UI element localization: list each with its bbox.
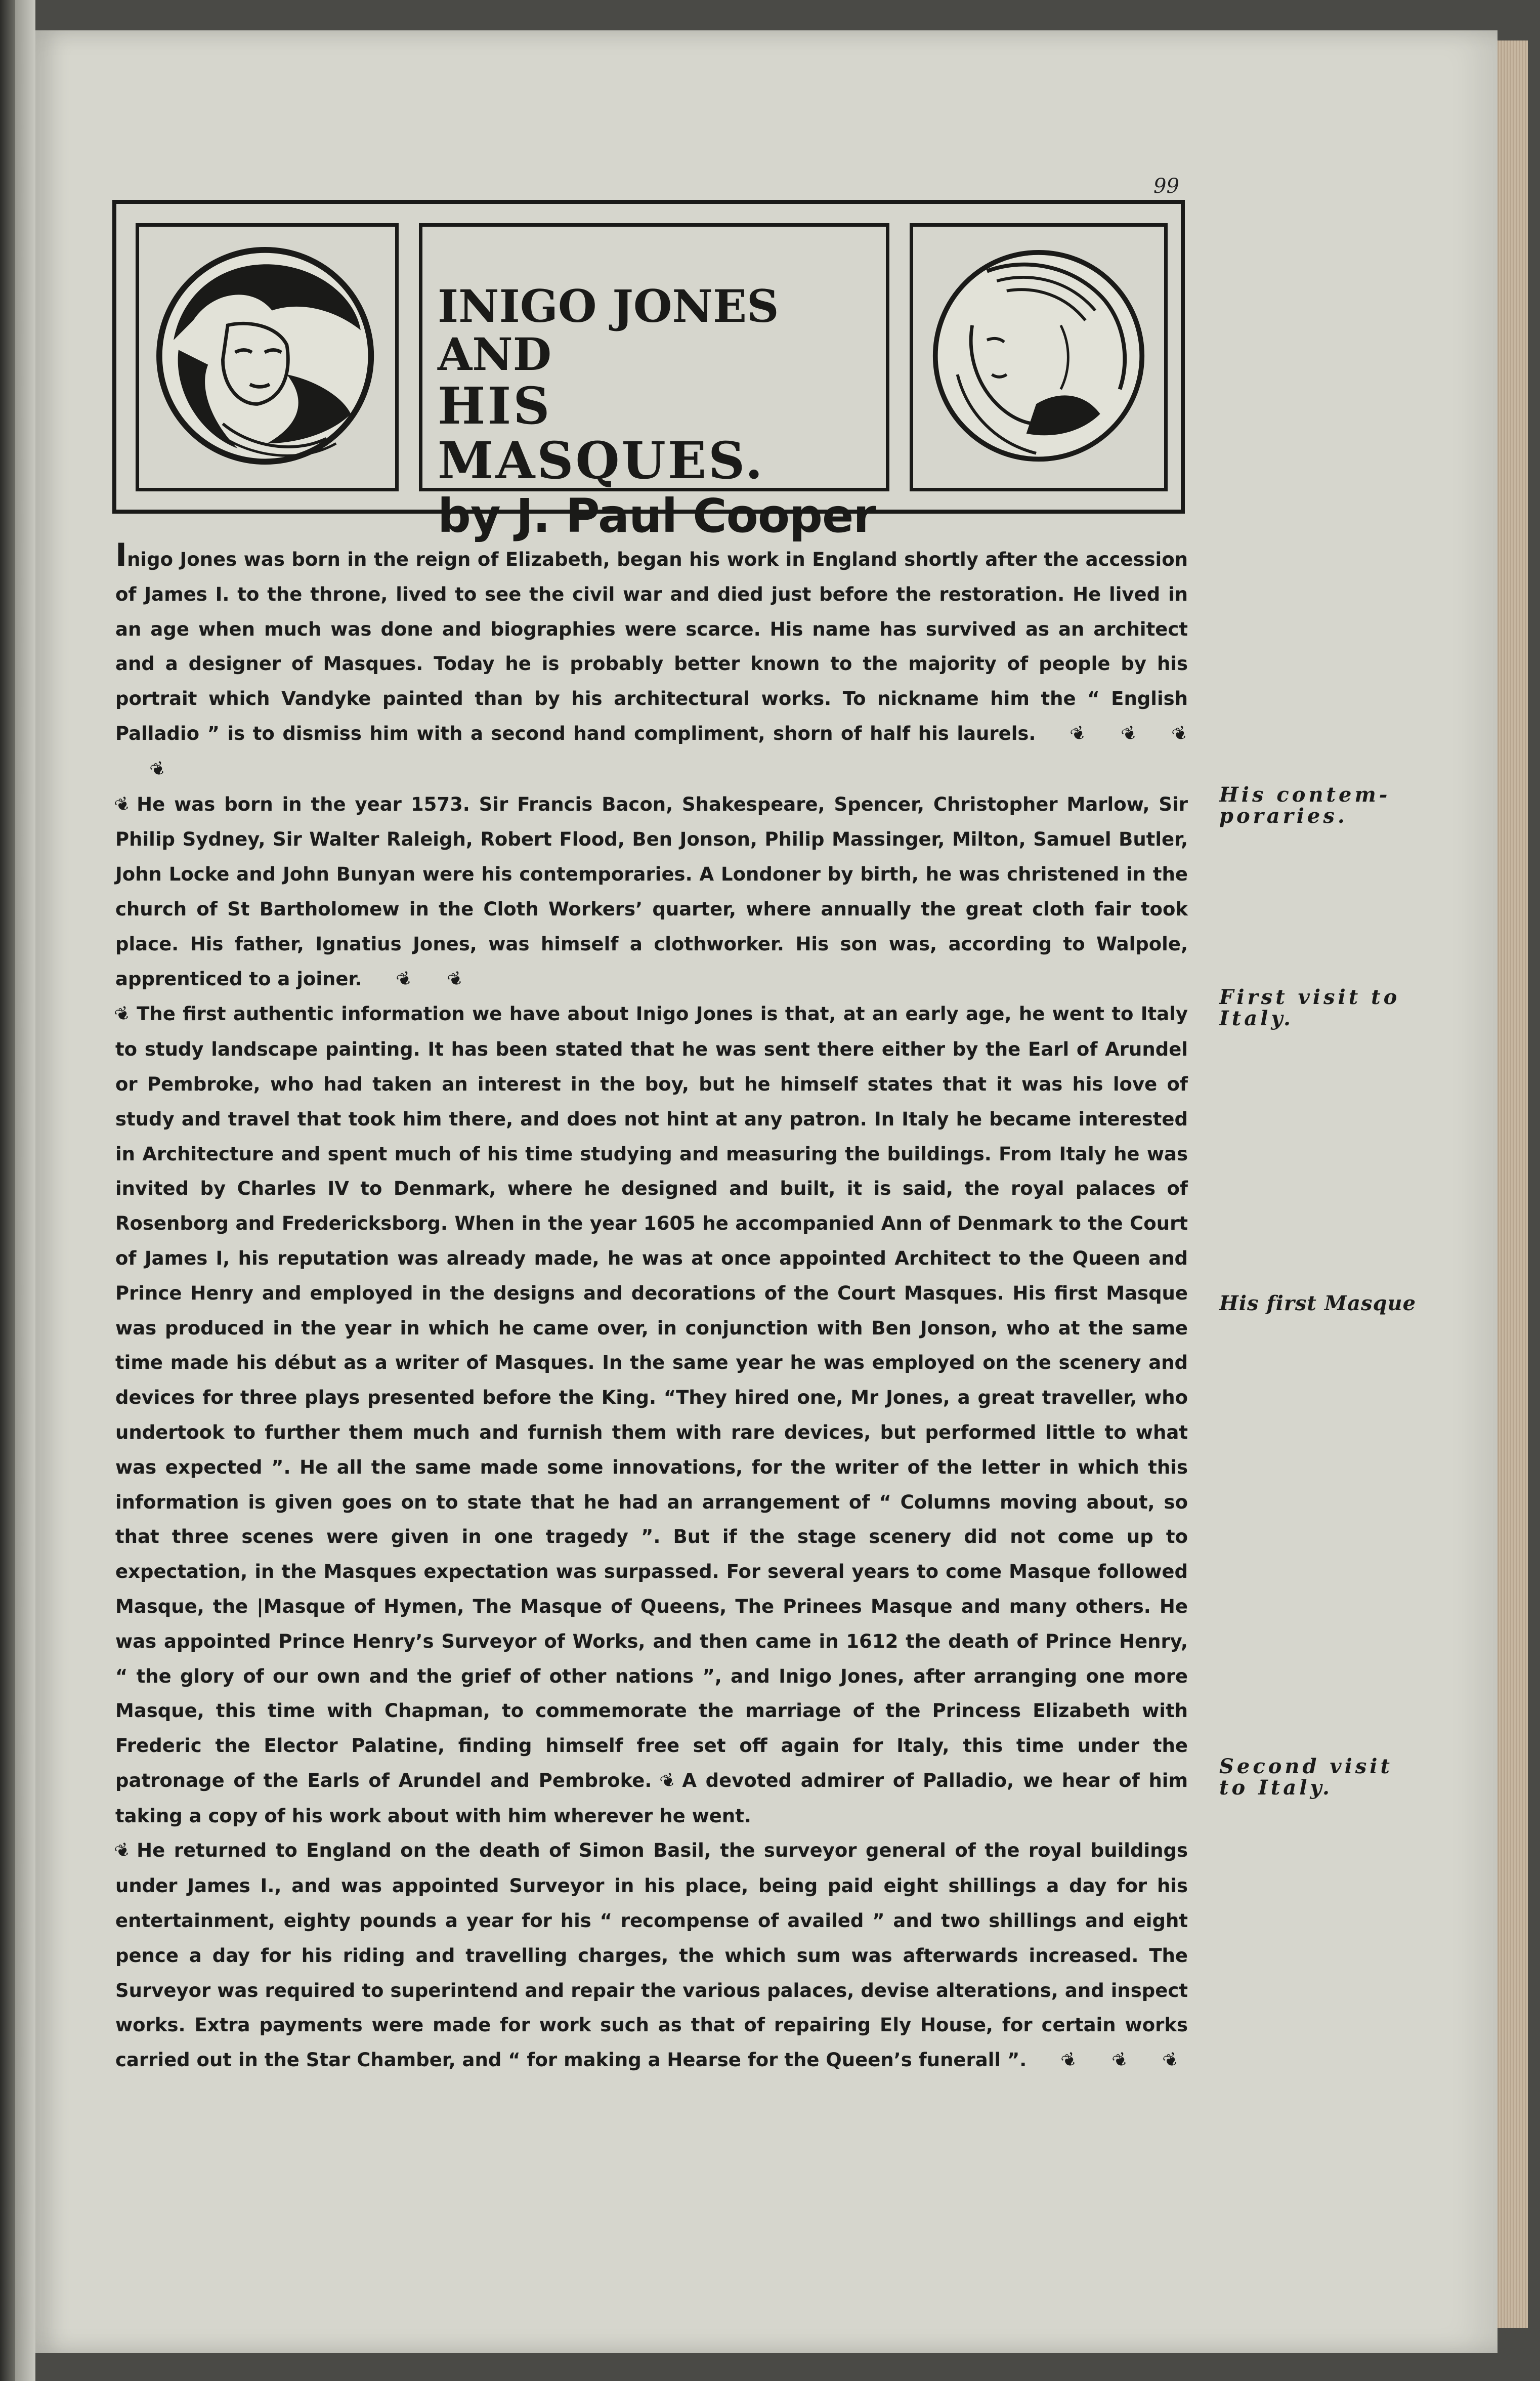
title-line-2: HIS MASQUES. xyxy=(438,376,765,491)
profile-medallion-icon xyxy=(913,227,1164,488)
drop-cap: I xyxy=(115,536,127,573)
byline: by J. Paul Cooper xyxy=(438,489,876,544)
leaf-ornament-icon: ❦ xyxy=(657,1768,680,1794)
margin-note-first-masque: His first Masque xyxy=(1219,1291,1417,1315)
leaf-ornament-icon: ❦ xyxy=(1067,721,1090,747)
leaf-ornament-icon: ❦ xyxy=(111,1001,135,1027)
leaf-ornament-icon: ❦ xyxy=(444,967,467,992)
paragraph-text: He returned to England on the death of Simon Basil, the surveyor general of the royal buildings under James I., and was appointed Surveyor in his place, being paid eight shillings a day for his entertainment, eighty pounds a year for his “ recompense of availed ” and two shillings and eight pence a day for his riding and travelling charges, the which sum was afterwards increased. The Surveyor was required to superintend and repair the various palaces, devise alterations, and inspect works. Extra payments were made for work such as that of repairing Ely House, for certain works carried out in the Star Chamber, and “ for making a Hearse for the Queen’s funerall ”. xyxy=(115,1840,1188,2071)
leaf-ornament-icon: ❦ xyxy=(111,792,135,818)
leaf-ornament-icon: ❦ xyxy=(111,1839,135,1864)
left-medallion-panel xyxy=(136,223,399,491)
margin-note-contemporaries: His contem-poraries. xyxy=(1219,783,1391,828)
page-block-edge xyxy=(1498,40,1528,2328)
margin-note-first-visit: First visit to Italy. xyxy=(1219,985,1400,1030)
title-line-1: INIGO JONES AND xyxy=(438,280,779,381)
leaf-ornament-icon: ❦ xyxy=(393,967,416,992)
paragraph-2 xyxy=(111,787,1188,997)
margin-note-second-visit: Second visit to Italy. xyxy=(1219,1755,1393,1800)
paragraph-4 xyxy=(111,1833,1188,2078)
article-title xyxy=(438,280,883,544)
leaf-ornament-icon: ❦ xyxy=(1118,721,1141,747)
leaf-ornament-icon: ❦ xyxy=(1169,721,1191,747)
page-number: 99 xyxy=(1153,175,1179,198)
title-panel xyxy=(419,223,889,544)
leaf-ornament-icon: ❦ xyxy=(1058,2048,1081,2073)
leaf-ornament-icon: ❦ xyxy=(1160,2048,1182,2073)
paragraph-text: nigo Jones was born in the reign of Elizabeth, began his work in England shortly after the accession of James I. to the throne, lived to see the civil war and died just before the restoration. He lived in an age when much was done and biographies were scarce. His name has survived as an architect and a designer of Masques. Today he is probably better known to the majority of people by his portrait which Vandyke painted than by his architectural works. To nickname him the “ English Palladio ” is to dismiss him with a second hand compliment, shorn of half his laurels. xyxy=(115,549,1188,744)
leaf-ornament-icon: ❦ xyxy=(147,757,170,782)
title-banner xyxy=(112,200,1185,544)
right-medallion-panel xyxy=(910,223,1168,491)
paragraph-3 xyxy=(111,997,1188,1833)
article-body xyxy=(111,536,1191,2078)
paragraph-1 xyxy=(115,536,1191,787)
book-spine xyxy=(0,0,15,2381)
face-medallion-icon xyxy=(139,227,395,488)
paragraph-text: The first authentic information we have about Inigo Jones is that, at an early age, he went to Italy to study landscape painting. It has been stated that he was sent there either by the Earl of Arundel or Pembroke, who had taken an interest in the boy, but he himself states that it was his love of study and travel that took him there, and does not hint at any patron. In Italy he became interested in Architecture and spent much of his time studying and measuring the buildings. From Italy he was invited by Charles IV to Denmark, where he designed and built, it is said, the royal palaces of Rosenborg and Fredericksborg. When in the year 1605 he accompanied Ann of Denmark to the Court of James I, his reputation was already made, he was at once appointed Architect to the Queen and Prince Henry and employed in the designs and decorations of the Court Masques. His first Masque was produced in the year in which he came over, in conjunction with Ben Jonson, who at the same time made his début as a writer of Masques. In the same year he was employed on the scenery and devices for three plays presented before the King. “They hired one, Mr Jones, a great traveller, who undertook to further them much and furnish them with rare devices, but performed little to what was expected ”. He all the same made some innovations, for the writer of the letter in which this information is given goes on to state that he had an arrangement of “ Columns moving about, so that three scenes were given in one tragedy ”. But if the stage scenery did not come up to expectation, in the Masques expectation was surpassed. For several years to come Masque followed Masque, the |Masque of Hymen, The Masque of Queens, The Prinees Masque and many others. He was appointed Prince Henry’s Surveyor of Works, and then came in 1612 the death of Prince Henry, “ the glory of our own and the grief of other nations ”, and Inigo Jones, after arranging one more Masque, this time with Chapman, to commemorate the marriage of the Princess Elizabeth with Frederic the Elector Palatine, finding himself free set off again for Italy, this time under the patronage of the Earls of Arundel and Pembroke. xyxy=(115,1003,1188,1791)
leaf-ornament-icon: ❦ xyxy=(1108,2048,1132,2073)
previous-page-edge xyxy=(15,0,35,2381)
paragraph-text: He was born in the year 1573. Sir Francis Bacon, Shakespeare, Spencer, Christopher Marlow, Sir Philip Sydney, Sir Walter Raleigh, Robert Flood, Ben Jonson, Philip Massinger, Milton, Samuel Butler, John Locke and John Bunyan were his contemporaries. A Londoner by birth, he was christened in the church of St Bartholomew in the Cloth Workers’ quarter, where annually the great cloth fair took place. His father, Ignatius Jones, was himself a clothworker. His son was, according to Walpole, apprenticed to a joiner. xyxy=(115,793,1188,990)
paragraph-text: A devoted admirer of Palladio, we hear of him taking a copy of his work about with him wherever he went. xyxy=(115,1769,1188,1827)
